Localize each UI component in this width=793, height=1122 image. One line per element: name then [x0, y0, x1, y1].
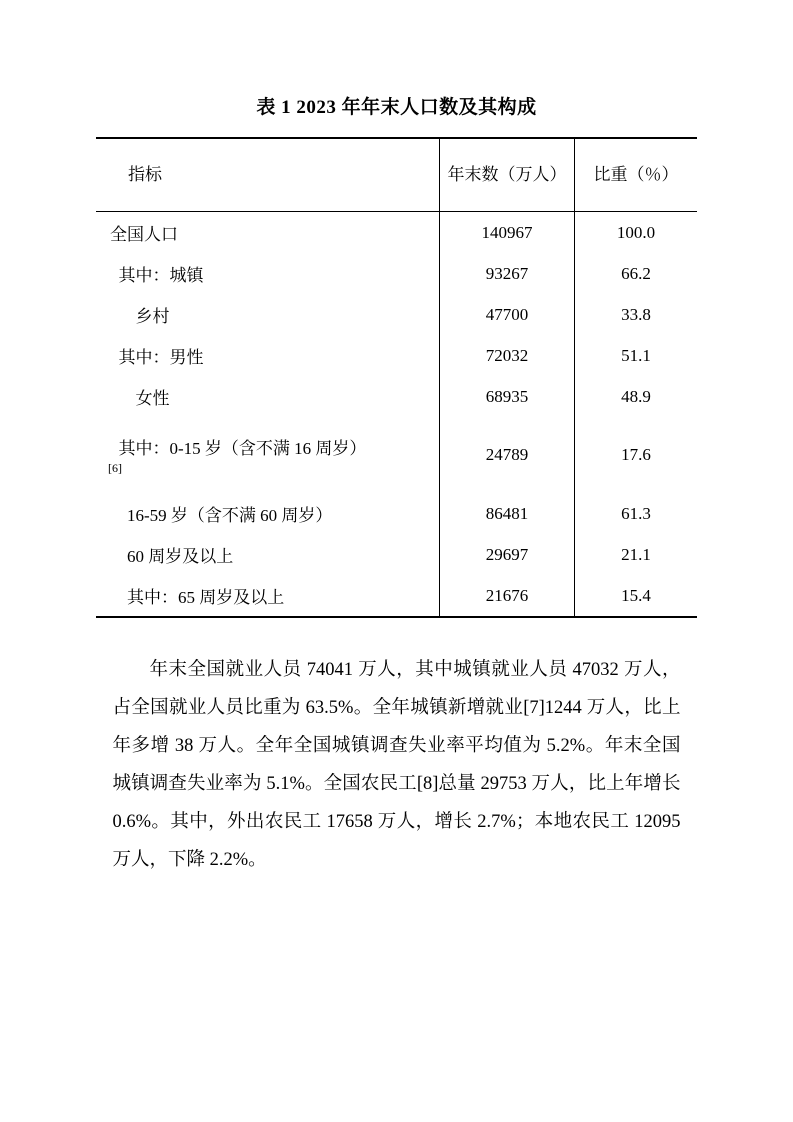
row-pct: 61.3 [621, 503, 651, 523]
table-header-row [96, 138, 697, 212]
table-row [96, 376, 697, 417]
row-indicator-text: 全国人口 [110, 225, 178, 244]
header-proportion: 比重（％） [575, 138, 698, 212]
row-indicator-text: 其中：65 周岁及以上 [110, 588, 285, 607]
row-indicator-text: 60 周岁及以上 [110, 547, 234, 566]
row-pct: 17.6 [621, 445, 651, 464]
row-value: 68935 [440, 376, 575, 417]
row-indicator-text: 其中：男性 [110, 348, 204, 367]
row-indicator [96, 534, 440, 575]
population-table [96, 137, 697, 618]
row-value: 47700 [440, 294, 575, 335]
row-indicator [96, 417, 440, 493]
row-value: 21676 [440, 575, 575, 617]
row-pct: 66.2 [621, 263, 651, 283]
table-title: 表 1 2023 年年末人口数及其构成 [256, 97, 537, 118]
row-indicator [96, 376, 440, 417]
row-pct: 48.9 [621, 386, 651, 406]
employment-paragraph: 年末全国就业人员 74041 万人，其中城镇就业人员 47032 万人，占全国就业人员比重为 63.5%。全年城镇新增就业[7]1244 万人，比上年多增 38 万人。全年全国城镇调查失业率平均值为 5.2%。年末全国城镇调查失业率为 5.1%。全国农民工[8]总量 29753 万人，比上年增长 0.6%。其中，外出农民工 17658 万人，增长 2.7%；本地农民工 12095 万人，下降 2.2%。 [112, 660, 681, 870]
row-pct: 33.8 [621, 304, 651, 324]
row-value: 93267 [440, 253, 575, 294]
table-row [96, 417, 697, 493]
row-indicator [96, 335, 440, 376]
row-indicator-text: 16-59 岁（含不满 60 周岁） [110, 506, 333, 525]
table-row [96, 253, 697, 294]
row-value: 29697 [440, 534, 575, 575]
row-indicator-text: 女性 [110, 389, 170, 408]
row-indicator-text: 其中：城镇 [110, 266, 204, 285]
row-indicator-text: 乡村 [110, 307, 170, 326]
body-text-block [113, 652, 681, 880]
row-value: 72032 [440, 335, 575, 376]
table-row [96, 575, 697, 617]
row-indicator [96, 493, 440, 534]
row-indicator [96, 575, 440, 617]
table-row [96, 493, 697, 534]
row-pct: 51.1 [621, 345, 651, 365]
table-row [96, 335, 697, 376]
row-value: 86481 [440, 493, 575, 534]
row-indicator [96, 294, 440, 335]
row-pct: 15.4 [575, 575, 698, 617]
row-value: 140967 [440, 212, 575, 254]
row-pct: 100.0 [616, 222, 656, 242]
table-row [96, 294, 697, 335]
header-indicator: 指标 [96, 138, 440, 212]
row-indicator [96, 212, 440, 254]
header-year-end-number: 年末数（万人） [440, 138, 575, 212]
row-value: 24789 [440, 417, 575, 493]
table-row [96, 212, 697, 254]
row-pct: 21.1 [621, 544, 651, 564]
row-indicator [96, 253, 440, 294]
row-footnote-marker: [6] [108, 461, 122, 475]
table-row [96, 534, 697, 575]
row-indicator-text: 其中：0-15 岁（含不满 16 周岁） [110, 439, 367, 458]
